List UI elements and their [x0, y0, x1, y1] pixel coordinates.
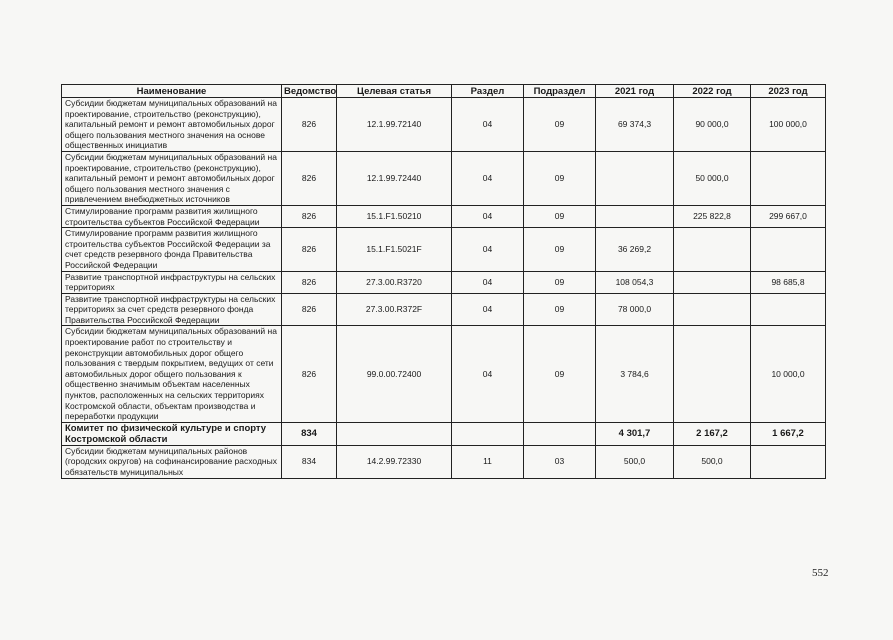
cell-section: 04: [452, 326, 524, 422]
cell-year-2023: 1 667,2: [751, 422, 826, 445]
cell-target-article: [337, 422, 452, 445]
table-row: [62, 326, 826, 422]
cell-name: Комитет по физической культуре и спорту Костромской области: [62, 422, 282, 445]
header-department: Ведомство: [282, 85, 337, 98]
cell-year-2022: [674, 228, 751, 271]
cell-department: 826: [282, 326, 337, 422]
cell-year-2021: [596, 205, 674, 227]
cell-year-2021: 108 054,3: [596, 271, 674, 293]
cell-section: 04: [452, 293, 524, 326]
cell-year-2022: [674, 271, 751, 293]
cell-section: [452, 422, 524, 445]
table-row: [62, 228, 826, 271]
cell-target-article: 27.3.00.R372F: [337, 293, 452, 326]
table-row: [62, 445, 826, 478]
table-body: [62, 98, 826, 479]
table-row: [62, 151, 826, 205]
cell-year-2022: 500,0: [674, 445, 751, 478]
table-row: [62, 422, 826, 445]
cell-target-article: 27.3.00.R3720: [337, 271, 452, 293]
budget-table: [61, 84, 826, 479]
cell-year-2022: 225 822,8: [674, 205, 751, 227]
cell-section: 04: [452, 228, 524, 271]
cell-year-2021: 36 269,2: [596, 228, 674, 271]
cell-year-2023: [751, 151, 826, 205]
header-target-article: Целевая статья: [337, 85, 452, 98]
cell-name: Субсидии бюджетам муниципальных районов (городских округов) на софинансирование расходных обязательств муниципальных: [62, 445, 282, 478]
cell-subsection: 09: [524, 228, 596, 271]
cell-year-2023: 100 000,0: [751, 98, 826, 152]
cell-year-2022: 2 167,2: [674, 422, 751, 445]
cell-target-article: 15.1.F1.50210: [337, 205, 452, 227]
cell-year-2023: [751, 293, 826, 326]
table-row: [62, 271, 826, 293]
cell-section: 04: [452, 205, 524, 227]
cell-year-2021: 3 784,6: [596, 326, 674, 422]
cell-name: Субсидии бюджетам муниципальных образований на проектирование работ по строительству и реконструкции автомобильных дорог общего пользования с твердым покрытием, ведущих от сети автомобильных дорог общего пользования к общественно значимым объектам населенных пунктов, расположенных на сельских территориях Костромской области, объектам производства и переработки продукции: [62, 326, 282, 422]
cell-year-2023: [751, 228, 826, 271]
header-year-2022: 2022 год: [674, 85, 751, 98]
cell-year-2021: [596, 151, 674, 205]
cell-name: Стимулирование программ развития жилищного строительства субъектов Российской Федерации за счет средств резервного фонда Правительства Российской Федерации: [62, 228, 282, 271]
cell-year-2021: 78 000,0: [596, 293, 674, 326]
cell-year-2021: 4 301,7: [596, 422, 674, 445]
cell-section: 11: [452, 445, 524, 478]
cell-department: 834: [282, 445, 337, 478]
cell-subsection: 09: [524, 98, 596, 152]
cell-year-2022: 50 000,0: [674, 151, 751, 205]
cell-name: Стимулирование программ развития жилищного строительства субъектов Российской Федерации: [62, 205, 282, 227]
cell-subsection: 09: [524, 271, 596, 293]
cell-year-2023: [751, 445, 826, 478]
cell-subsection: 03: [524, 445, 596, 478]
cell-department: 826: [282, 228, 337, 271]
cell-subsection: 09: [524, 293, 596, 326]
header-name: Наименование: [62, 85, 282, 98]
header-section: Раздел: [452, 85, 524, 98]
cell-target-article: 12.1.99.72140: [337, 98, 452, 152]
header-year-2023: 2023 год: [751, 85, 826, 98]
cell-department: 826: [282, 293, 337, 326]
cell-subsection: [524, 422, 596, 445]
cell-subsection: 09: [524, 151, 596, 205]
header-row: [62, 85, 826, 98]
cell-target-article: 12.1.99.72440: [337, 151, 452, 205]
header-subsection: Подраздел: [524, 85, 596, 98]
page-number: 552: [812, 567, 829, 579]
cell-target-article: 99.0.00.72400: [337, 326, 452, 422]
cell-year-2023: 10 000,0: [751, 326, 826, 422]
cell-year-2021: 500,0: [596, 445, 674, 478]
cell-department: 826: [282, 271, 337, 293]
cell-year-2021: 69 374,3: [596, 98, 674, 152]
cell-year-2023: 98 685,8: [751, 271, 826, 293]
cell-target-article: 14.2.99.72330: [337, 445, 452, 478]
cell-subsection: 09: [524, 205, 596, 227]
cell-subsection: 09: [524, 326, 596, 422]
table-row: [62, 205, 826, 227]
cell-name: Развитие транспортной инфраструктуры на сельских территориях: [62, 271, 282, 293]
table-row: [62, 98, 826, 152]
cell-name: Развитие транспортной инфраструктуры на сельских территориях за счет средств резервного фонда Правительства Российской Федерации: [62, 293, 282, 326]
cell-department: 826: [282, 205, 337, 227]
cell-department: 834: [282, 422, 337, 445]
table-row: [62, 293, 826, 326]
cell-department: 826: [282, 151, 337, 205]
cell-section: 04: [452, 271, 524, 293]
cell-section: 04: [452, 151, 524, 205]
cell-name: Субсидии бюджетам муниципальных образований на проектирование, строительство (реконструкцию), капитальный ремонт и ремонт автомобильных дорог общего пользования местного значения с привлечением внебюджетных источников: [62, 151, 282, 205]
cell-year-2022: [674, 326, 751, 422]
cell-year-2022: [674, 293, 751, 326]
cell-year-2022: 90 000,0: [674, 98, 751, 152]
cell-section: 04: [452, 98, 524, 152]
cell-target-article: 15.1.F1.5021F: [337, 228, 452, 271]
cell-department: 826: [282, 98, 337, 152]
header-year-2021: 2021 год: [596, 85, 674, 98]
cell-name: Субсидии бюджетам муниципальных образований на проектирование, строительство (реконструкцию), капитальный ремонт и ремонт автомобильных дорог общего пользования местного значения на основе общественных инициатив: [62, 98, 282, 152]
cell-year-2023: 299 667,0: [751, 205, 826, 227]
